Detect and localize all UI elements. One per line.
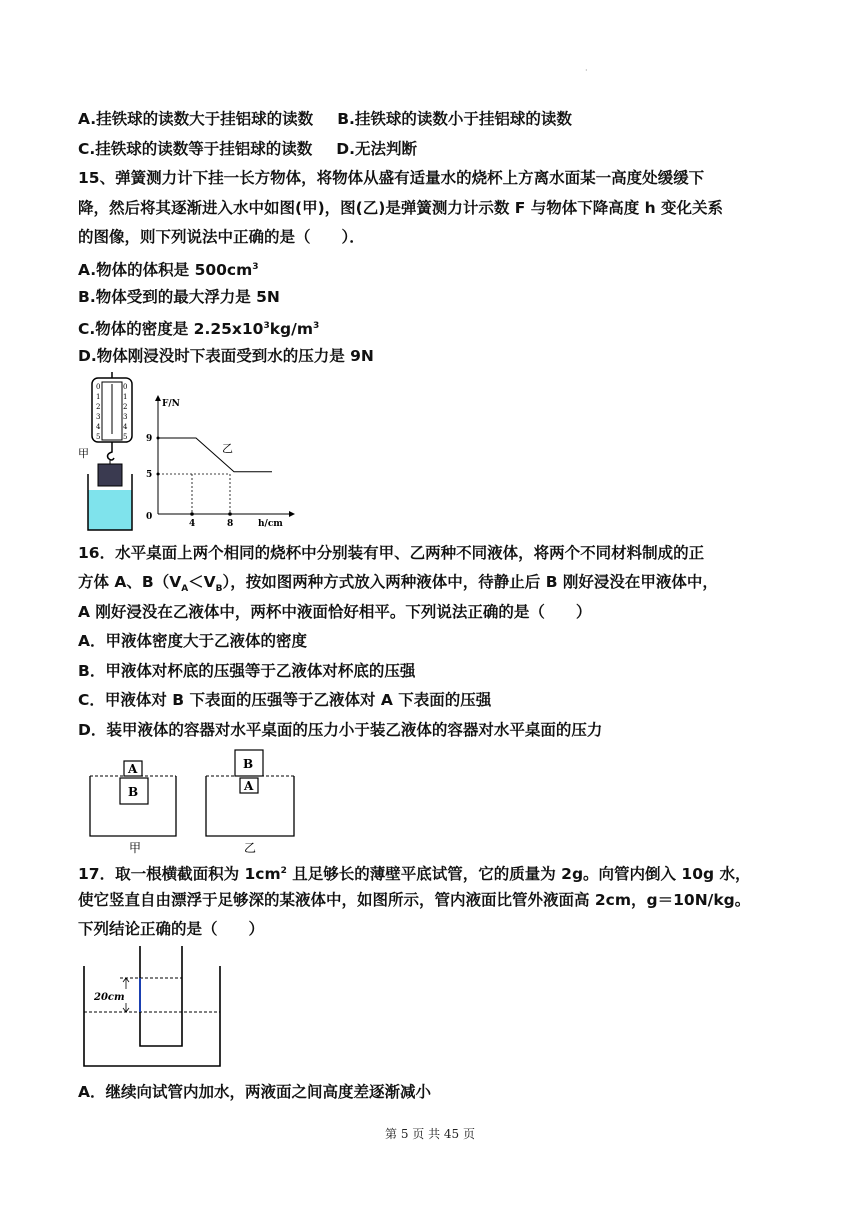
q16-option-b: B．甲液体对杯底的压强等于乙液体对杯底的压强 <box>78 662 416 680</box>
q15-stem-3: 的图像，则下列说法中正确的是（ ）． <box>78 228 365 246</box>
q16-option-d: D．装甲液体的容器对水平桌面的压力小于装乙液体的容器对水平桌面的压力 <box>78 721 603 739</box>
scale-left-5: 5 <box>96 433 101 441</box>
q14-option-row-2 <box>78 138 417 160</box>
q16-stem-2: 方体 A、$B(V_A<V_B)$，按如图两种方式放入两种液体中，待静止后 B 刚好浸没在甲液体中， <box>78 573 718 595</box>
origin-label: 0 <box>146 512 153 522</box>
hanging-block <box>98 464 122 486</box>
scale-right-0: 0 <box>123 383 128 391</box>
x-tick-4: 4 <box>189 519 196 529</box>
q15-option-a: A.物体的体积是 $500cm^3$ <box>78 261 259 280</box>
scale-left-2: 2 <box>96 403 101 411</box>
q14-option-a: A.挂铁球的读数大于挂铝球的读数 <box>78 110 314 128</box>
y-axis-label: F/N <box>162 399 180 409</box>
scale-right-4: 4 <box>123 423 128 431</box>
scale-right-2: 2 <box>123 403 128 411</box>
x-axis-label: h/cm <box>258 519 283 529</box>
scale-right-1: 1 <box>123 393 128 401</box>
q14-option-d: D.无法判断 <box>336 140 418 158</box>
q17-stem-2: 使它竖直自由漂浮于足够深的某液体中，如图所示，管内液面比管外液面高 2cm，g＝10N/kg。 <box>78 891 751 909</box>
block-a-yi-label: A <box>244 779 254 793</box>
scale-left-0: 0 <box>96 383 101 391</box>
q15-option-d: D.物体刚浸没时下表面受到水的压力是 9N <box>78 347 374 365</box>
q14-option-b: B.挂铁球的读数小于挂铝球的读数 <box>337 110 572 128</box>
scale-right-5: 5 <box>123 433 128 441</box>
test-tube <box>140 946 182 1046</box>
q15-stem-2: 降，然后将其逐渐进入水中如图(甲)，图(乙)是弹簧测力计示数 F 与物体下降高度 h 变化关系 <box>78 199 724 217</box>
q15-stem-1: 15、弹簧测力计下挂一长方物体，将物体从盛有适量水的烧杯上方离水面某一高度处缓缓下 <box>78 169 705 187</box>
height-label: 20cm <box>94 992 125 1003</box>
q17-stem-1: 17．取一根横截面积为 $1cm^2$ 且足够长的薄壁平底试管，它的质量为 2g。向管内倒入 10g 水， <box>78 865 751 884</box>
q17-stem-3: 下列结论正确的是（ ） <box>78 920 265 938</box>
scale-left-3: 3 <box>96 413 101 421</box>
scale-left-4: 4 <box>96 423 101 431</box>
q17-option-a: A．继续向试管内加水，两液面之间高度差逐渐减小 <box>78 1083 431 1101</box>
q15-option-b: B.物体受到的最大浮力是 5N <box>78 288 280 306</box>
q14-option-c: C.挂铁球的读数等于挂铝球的读数 <box>78 140 313 158</box>
outer-container <box>84 966 220 1066</box>
q17-test-tube-figure <box>80 942 230 1072</box>
q16-option-a: A．甲液体密度大于乙液体的密度 <box>78 632 307 650</box>
q16-stem-1: 16．水平桌面上两个相同的烧杯中分别装有甲、乙两种不同液体，将两个不同材料制成的正 <box>78 544 705 562</box>
q15-spring-scale-figure <box>78 372 138 534</box>
page-mark: · <box>585 66 588 75</box>
beaker-water <box>88 490 132 530</box>
hook-icon <box>108 442 115 460</box>
q15-graph <box>140 392 300 532</box>
fig-label-jia: 甲 <box>129 841 142 854</box>
q15-option-c: C.物体的密度是 $2.25x10^3kg/m^3$ <box>78 320 320 339</box>
fig-label-yi: 乙 <box>244 841 257 854</box>
block-a-jia-label: A <box>128 762 138 776</box>
q14-option-row-1 <box>78 108 572 130</box>
fig-label-yi: 乙 <box>222 442 233 455</box>
x-tick-8: 8 <box>227 519 234 529</box>
block-b-yi-label: B <box>243 757 254 771</box>
page-footer: 第 5 页 共 45 页 <box>385 1127 475 1141</box>
q16-beakers-figure <box>84 748 304 854</box>
q16-option-c: C．甲液体对 B 下表面的压强等于乙液体对 A 下表面的压强 <box>78 691 492 709</box>
y-tick-9: 9 <box>146 434 153 444</box>
y-tick-5: 5 <box>146 470 153 480</box>
force-height-line <box>158 438 272 472</box>
block-b-jia-label: B <box>128 785 139 799</box>
scale-right-3: 3 <box>123 413 128 421</box>
scale-left-1: 1 <box>96 393 101 401</box>
fig-label-jia: 甲 <box>78 447 89 460</box>
q16-stem-3: A 刚好浸没在乙液体中，两杯中液面恰好相平。下列说法正确的是（ ） <box>78 603 592 621</box>
